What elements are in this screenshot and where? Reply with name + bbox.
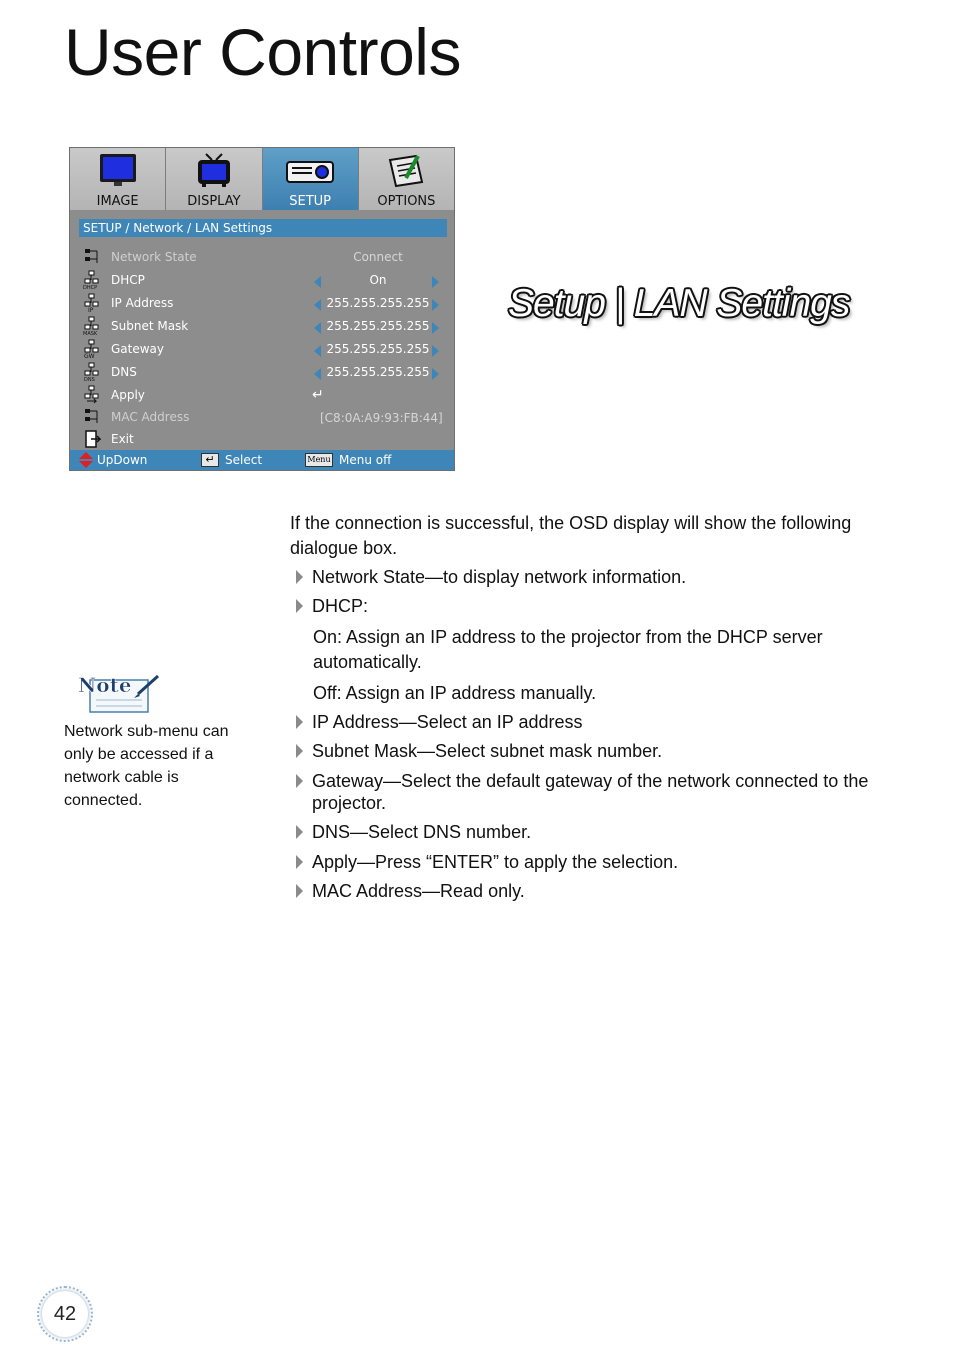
row-ip-address[interactable] [70,293,454,315]
tab-label: OPTIONS [377,194,436,209]
row-label: DNS [111,365,137,379]
row-value: On [369,273,387,287]
row-label: Exit [111,432,134,446]
tab-label: IMAGE [96,194,139,209]
footer-updown: UpDown [97,453,148,467]
tab-label: DISPLAY [187,194,241,209]
page-number: 42 [42,1291,88,1337]
row-value: 255.255.255.255 [326,296,430,310]
row-mac-address [70,407,454,429]
tv-icon [192,152,236,190]
arrow-left-icon[interactable] [314,345,321,357]
dhcp-icon [83,270,101,290]
row-subnet-mask[interactable] [70,316,454,338]
row-label: IP Address [111,296,174,310]
arrow-left-icon[interactable] [314,368,321,380]
note-logo [76,670,162,714]
section-title: Setup | LAN Settings [508,282,850,325]
row-value: 255.255.255.255 [326,342,430,356]
row-label: MAC Address [111,410,190,424]
tab-label: SETUP [289,194,331,209]
svg-text:MASK: MASK [83,331,98,336]
notepad-icon [382,152,430,190]
page-number-badge [37,1286,93,1342]
arrow-right-icon[interactable] [432,299,439,311]
arrow-left-icon[interactable] [314,276,321,288]
gateway-icon [83,339,101,359]
monitor-icon [96,152,140,190]
row-label: Subnet Mask [111,319,189,333]
tab-image[interactable] [70,148,166,210]
arrow-left-icon[interactable] [314,299,321,311]
mask-icon [83,316,101,336]
list-item: Network State—to display network information. [312,567,687,587]
osd-body [70,210,454,450]
page-title: User Controls [64,15,461,89]
row-value: 255.255.255.255 [326,365,430,379]
bullet-arrow-icon [296,570,303,584]
list-item: Gateway—Select the default gateway of the network connected to the projector. [312,771,869,813]
updown-icon [79,452,93,468]
list-item: IP Address—Select an IP address [312,712,583,732]
network-icon [83,247,101,267]
arrow-right-icon[interactable] [432,322,439,334]
row-value: [C8:0A:A9:93:FB:44] [320,411,443,425]
tab-options[interactable] [359,148,454,210]
row-exit[interactable] [70,429,454,451]
row-value: Connect [353,250,403,264]
menu-key-icon: Menu [305,453,333,467]
mac-icon [83,407,101,427]
row-label: DHCP [111,273,145,287]
svg-text:Note: Note [78,673,132,697]
row-gateway[interactable] [70,339,454,361]
svg-text:GW: GW [84,353,95,359]
dhcp-off-text: Off: Assign an IP address manually. [313,683,597,703]
enter-key-icon: ↵ [201,453,219,467]
osd-tab-bar [70,148,454,210]
enter-icon[interactable]: ↵ [312,386,324,402]
arrow-right-icon[interactable] [432,345,439,357]
row-label: Apply [111,388,145,402]
footer-select: Select [225,453,263,467]
osd-menu [69,147,455,471]
ip-icon [83,293,101,313]
svg-text:DHCP: DHCP [83,285,98,290]
footer-menu-off: Menu off [339,453,392,467]
bullet-arrow-icon [296,774,303,788]
dhcp-on-text: On: Assign an IP address to the projector from the DHCP server automatically. [313,627,823,672]
arrow-left-icon[interactable] [314,322,321,334]
bullet-arrow-icon [296,825,303,839]
row-dhcp[interactable] [70,270,454,292]
breadcrumb: SETUP / Network / LAN Settings [79,219,447,237]
list-item: MAC Address—Read only. [312,881,525,901]
list-item: Subnet Mask—Select subnet mask number. [312,741,663,761]
intro-text: If the connection is successful, the OSD display will show the following dialogue box. [290,513,852,558]
bullet-arrow-icon [296,715,303,729]
row-apply[interactable] [70,385,454,407]
exit-icon [83,429,101,449]
row-dns[interactable] [70,362,454,384]
projector-icon [284,152,336,190]
list-item: DHCP: [312,596,369,616]
list-item: Apply—Press “ENTER” to apply the selection. [312,852,679,872]
apply-icon [83,385,101,405]
svg-text:DNS: DNS [84,377,95,382]
dns-icon [83,362,101,382]
bullet-arrow-icon [296,744,303,758]
note-text: Network sub-menu can only be accessed if a network cable is connected. [64,723,229,809]
arrow-right-icon[interactable] [432,276,439,288]
arrow-right-icon[interactable] [432,368,439,380]
bullet-arrow-icon [296,884,303,898]
row-label: Gateway [111,342,165,356]
tab-display[interactable] [166,148,262,210]
bullet-arrow-icon [296,599,303,613]
row-network-state [70,247,454,269]
row-value: 255.255.255.255 [326,319,430,333]
svg-text:IP: IP [88,307,94,313]
tab-setup[interactable] [263,148,359,210]
list-item: DNS—Select DNS number. [312,822,532,842]
bullet-arrow-icon [296,855,303,869]
osd-footer [70,450,454,470]
row-label: Network State [111,250,197,264]
